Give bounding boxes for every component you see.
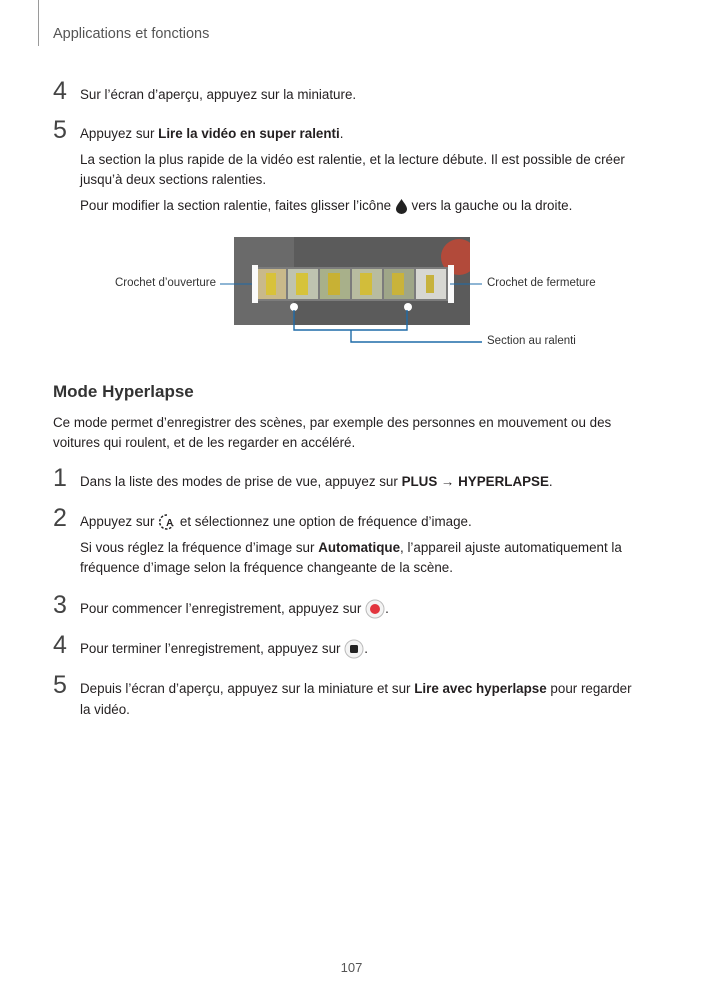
step-3 [53, 591, 643, 619]
frame-rate-icon: A [158, 513, 176, 531]
label-opening-bracket: Crochet d’ouverture [115, 277, 216, 289]
step-number: 4 [53, 77, 67, 105]
step-text: Depuis l’écran d’aperçu, appuyez sur la miniature et sur Lire avec hyperlapse pour regarder la vidéo. [80, 681, 632, 717]
step-number: 4 [53, 631, 67, 659]
step-1 [53, 464, 643, 492]
slow-motion-figure [0, 230, 703, 360]
page-number: 107 [340, 960, 363, 975]
section-title: Mode Hyperlapse [53, 382, 194, 401]
step-number: 1 [53, 464, 67, 492]
step-number: 5 [53, 116, 67, 144]
step-top-5 [53, 116, 643, 216]
step-4 [53, 631, 643, 659]
drop-handle-icon [395, 199, 408, 214]
step-number: 5 [53, 671, 67, 699]
step-text: Pour commencer l’enregistrement, appuyez sur . [80, 598, 643, 619]
label-closing-bracket: Crochet de fermeture [487, 277, 596, 289]
step-top-4 [53, 77, 643, 105]
step-detail: La section la plus rapide de la vidéo est ralentie, et la lecture débute. Il est possible de créer jusqu’à deux sections ralenties. [80, 152, 625, 187]
step-number: 3 [53, 591, 67, 619]
step-text: Appuyez sur A et sélectionnez une option de fréquence d’image. [80, 514, 472, 530]
step-detail: Pour modifier la section ralentie, faites glisser l’icône vers la gauche ou la droite. [80, 198, 573, 213]
stop-button-icon [344, 639, 364, 659]
label-slow-section: Section au ralenti [487, 335, 576, 347]
figure-callout-lines [0, 230, 703, 360]
step-text: Appuyez sur Lire la vidéo en super ralenti. [80, 126, 344, 141]
step-5 [53, 671, 643, 720]
step-text: Pour terminer l’enregistrement, appuyez sur . [80, 638, 643, 659]
section-intro: Ce mode permet d’enregistrer des scènes, par exemple des personnes en mouvement ou des voitures qui roulent, et de les regarder en accéléré. [53, 415, 612, 450]
step-text: Dans la liste des modes de prise de vue, appuyez sur PLUS → HYPERLAPSE. [80, 474, 553, 489]
page-header: Applications et fonctions [53, 26, 210, 42]
step-detail: Si vous réglez la fréquence d’image sur Automatique, l’appareil ajuste automatiquement la fréquence d’image selon la fréquence changeante de la scène. [80, 540, 622, 575]
step-number: 2 [53, 504, 67, 532]
header-rule [38, 0, 39, 46]
step-2 [53, 504, 643, 578]
record-button-icon [365, 599, 385, 619]
step-text: Sur l’écran d’aperçu, appuyez sur la miniature. [80, 87, 357, 102]
